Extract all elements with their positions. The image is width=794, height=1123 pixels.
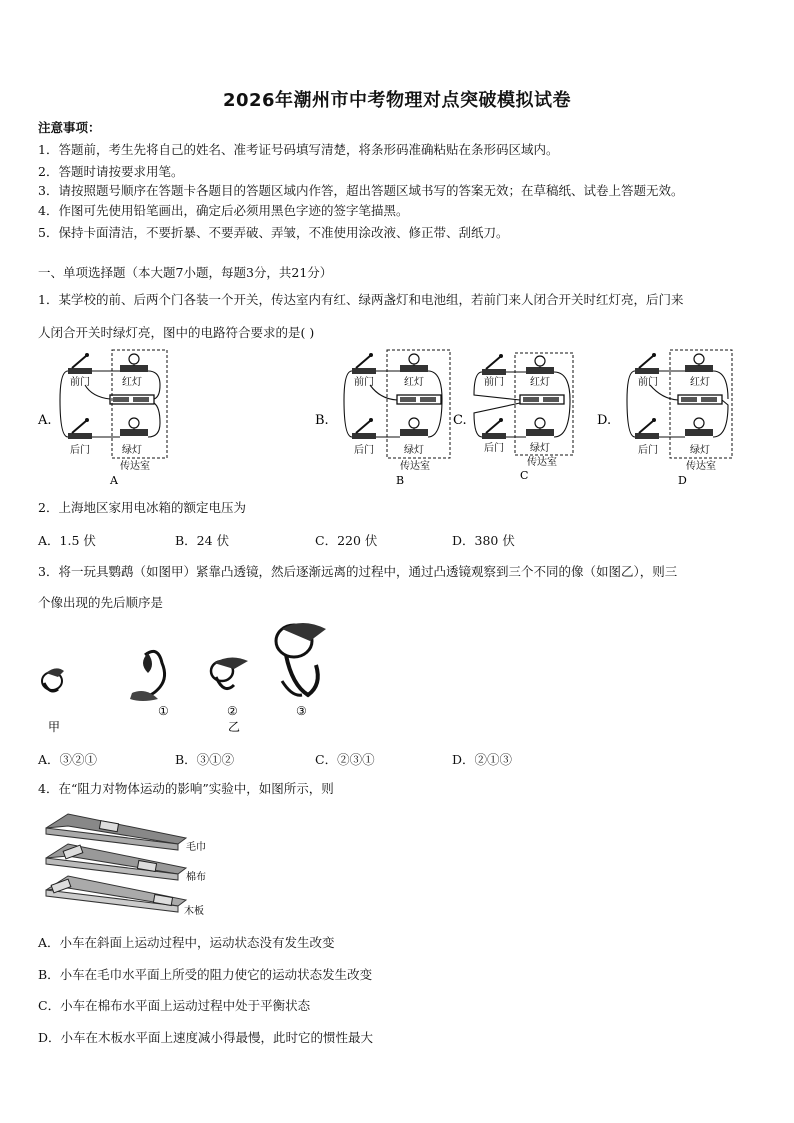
- c-caption: C: [520, 469, 529, 482]
- q4-option-a: A．小车在斜面上运动过程中，运动状态没有发生改变: [38, 935, 335, 950]
- b-red-light-label: 红灯: [404, 377, 424, 388]
- c-red-light-label: 红灯: [530, 377, 550, 388]
- q2-option-d: D．380 伏: [452, 533, 515, 548]
- q2-option-c: C．220 伏: [315, 533, 378, 548]
- label-cotton: 棉布: [186, 872, 206, 883]
- label-towel: 毛巾: [186, 842, 206, 853]
- circuit-option-b: [315, 350, 450, 487]
- q3-option-c: C．②③①: [315, 752, 375, 767]
- q1-stem-line2: 人闭合开关时绿灯亮，图中的电路符合要求的是( ): [38, 325, 315, 340]
- parrot-original-image: [42, 668, 64, 691]
- b-room-label: 传达室: [400, 461, 430, 472]
- parrot-image-3: [276, 623, 326, 695]
- parrot-image-1: [130, 651, 165, 701]
- q4-option-c: C．小车在棉布水平面上运动过程中处于平衡状态: [38, 998, 311, 1013]
- label-3: ③: [296, 704, 307, 718]
- d-front-door-label: 前门: [638, 377, 658, 388]
- b-caption: B: [396, 474, 405, 487]
- label-jia: 甲: [48, 720, 61, 734]
- c-green-light-label: 绿灯: [530, 443, 550, 454]
- d-red-light-label: 红灯: [690, 377, 710, 388]
- option-d-marker: D.: [597, 413, 612, 428]
- note-item-1: 1．答题前，考生先将自己的姓名、准考证号码填写清楚，将条形码准确粘贴在条形码区域内。: [38, 142, 559, 157]
- q3-stem-line2: 个像出现的先后顺序是: [38, 595, 164, 610]
- q2-option-b: B．24 伏: [175, 533, 230, 548]
- notes-heading: 注意事项：: [38, 120, 101, 135]
- q4-option-d: D．小车在木板水平面上速度减小得最慢，此时它的惯性最大: [38, 1030, 374, 1045]
- q2-stem: 2．上海地区家用电冰箱的额定电压为: [38, 500, 246, 515]
- q3-option-b: B．③①②: [175, 752, 235, 767]
- ramp-cotton: [46, 844, 186, 880]
- q3-option-a: A．③②①: [38, 752, 98, 767]
- ramp-wood: [46, 876, 186, 912]
- label-1: ①: [158, 704, 169, 718]
- note-item-3: 3．请按照题号顺序在答题卡各题目的答题区域内作答，超出答题区域书写的答案无效；在草稿纸、试卷上答题无效。: [38, 183, 684, 198]
- q3-stem-line1: 3．将一玩具鹦鹉（如图甲）紧靠凸透镜，然后逐渐远离的过程中，通过凸透镜观察到三个不同的像（如图乙），则三: [38, 564, 678, 579]
- note-item-5: 5．保持卡面清洁，不要折暴、不要弄破、弄皱，不准使用涂改液、修正带、刮纸刀。: [38, 225, 509, 240]
- parrot-image-2: [211, 657, 248, 688]
- a-red-light-label: 红灯: [122, 377, 142, 388]
- d-green-light-label: 绿灯: [690, 445, 710, 456]
- circuit-option-c: [453, 353, 573, 482]
- c-back-door-label: 后门: [484, 443, 504, 454]
- d-back-door-label: 后门: [638, 445, 658, 456]
- q1-stem-line1: 1．某学校的前、后两个门各装一个开关，传达室内有红、绿两盏灯和电池组，若前门来人闭合开关时红灯亮，后门来: [38, 292, 684, 307]
- d-caption: D: [678, 474, 687, 487]
- label-wood: 木板: [184, 906, 204, 917]
- q4-option-b: B．小车在毛巾水平面上所受的阻力使它的运动状态发生改变: [38, 967, 373, 982]
- option-a-marker: A.: [38, 413, 52, 428]
- label-yi: 乙: [228, 720, 241, 734]
- c-room-label: 传达室: [527, 457, 557, 468]
- circuit-option-a: [37, 350, 167, 487]
- q3-option-d: D．②①③: [452, 752, 513, 767]
- note-item-2: 2．答题时请按要求用笔。: [38, 164, 184, 179]
- q2-option-a: A．1.5 伏: [38, 533, 96, 548]
- q4-ramp-figure: [38, 806, 228, 922]
- b-back-door-label: 后门: [354, 445, 374, 456]
- a-room-label: 传达室: [120, 461, 150, 472]
- circuit-option-d: [597, 350, 732, 487]
- page-title: 2026年潮州市中考物理对点突破模拟试卷: [222, 90, 572, 111]
- section-heading: 一、单项选择题（本大题7小题，每题3分，共21分）: [38, 265, 333, 280]
- c-front-door-label: 前门: [484, 377, 504, 388]
- a-back-door-label: 后门: [70, 445, 90, 456]
- b-green-light-label: 绿灯: [404, 445, 424, 456]
- note-item-4: 4．作图可先使用铅笔画出，确定后必须用黑色字迹的签字笔描黑。: [38, 203, 409, 218]
- d-room-label: 传达室: [686, 461, 716, 472]
- a-front-door-label: 前门: [70, 377, 90, 388]
- option-c-marker: C.: [453, 413, 467, 428]
- b-front-door-label: 前门: [354, 377, 374, 388]
- a-caption: A: [110, 474, 118, 487]
- q3-parrot-figure: [30, 615, 350, 740]
- a-green-light-label: 绿灯: [122, 445, 142, 456]
- q4-stem: 4．在“阻力对物体运动的影响”实验中，如图所示，则: [38, 781, 334, 796]
- option-b-marker: B.: [315, 413, 329, 428]
- label-2: ②: [227, 704, 238, 718]
- q1-circuit-diagrams: [30, 345, 770, 490]
